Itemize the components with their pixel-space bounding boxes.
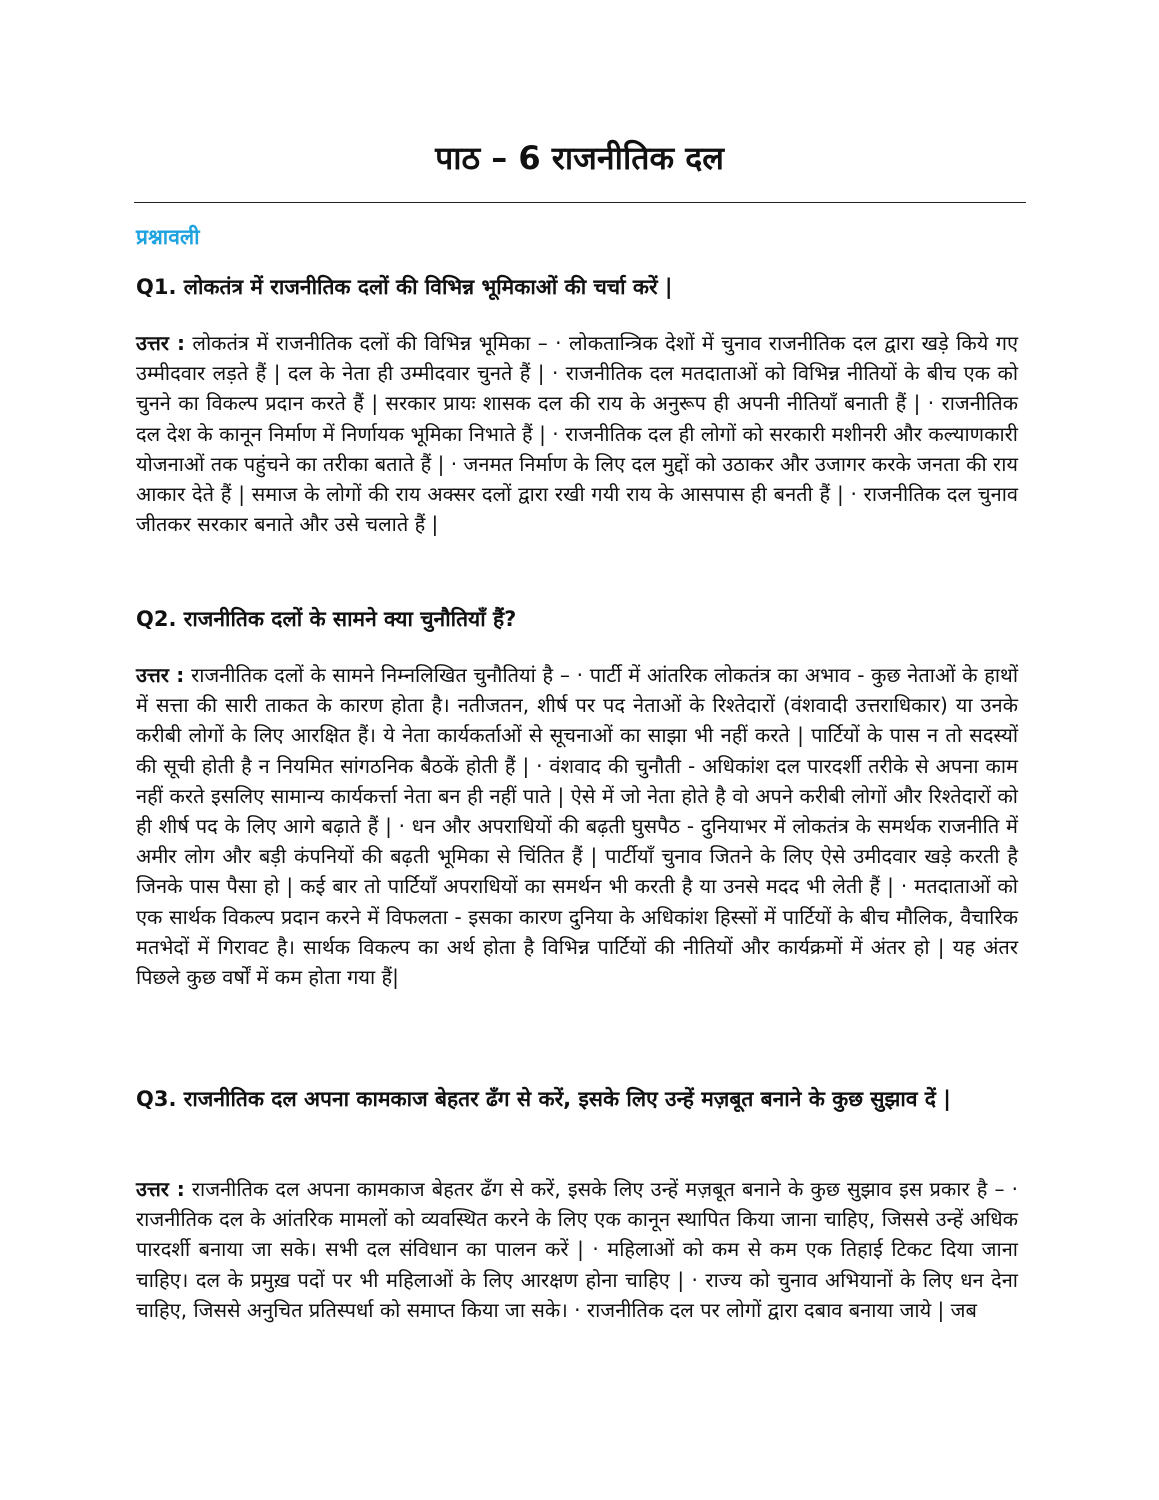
- answer-label: उत्तर :: [136, 663, 185, 687]
- answer-1: [136, 328, 1018, 539]
- answer-label: उत्तर :: [136, 1177, 185, 1201]
- title-divider: [134, 202, 1026, 203]
- question-3: Q3. राजनीतिक दल अपना कामकाज बेहतर ढँग से करें, इसके लिए उन्हें मज़बूत बनाने के कुछ सुझाव दें |: [136, 1087, 951, 1111]
- answer-2: [136, 660, 1018, 992]
- page-title: पाठ – 6 राजनीतिक दल: [435, 139, 724, 177]
- answer-label: उत्तर :: [136, 331, 185, 355]
- question-2: Q2. राजनीतिक दलों के सामने क्या चुनौतियाँ हैं?: [136, 607, 517, 631]
- answer-2-text: राजनीतिक दलों के सामने निम्नलिखित चुनौतियां है – · पार्टी में आंतरिक लोकतंत्र का अभाव - कुछ नेताओं के हाथों में सत्ता की सारी ताकत के कारण होता है। नतीजतन, शीर्ष पर पद नेताओं के रिश्तेदारों (वंशवादी उत्तराधिकार) या उनके करीबी लोगों के लिए आरक्षित हैं। ये नेता कार्यकर्ताओं से सूचनाओं का साझा भी नहीं करते | पार्टियों के पास न तो सदस्यों की सूची होती है न नियमित सांगठनिक बैठकें होती हैं | · वंशवाद की चुनौती - अधिकांश दल पारदर्शी तरीके से अपना काम नहीं करते इसलिए सामान्य कार्यकर्त्ता नेता बन ही नहीं पाते | ऐसे में जो नेता होते है वो अपने करीबी लोगों और रिश्तेदारों को ही शीर्ष पद के लिए आगे बढ़ाते हैं | · धन और अपराधियों की बढ़ती घुसपैठ - दुनियाभर में लोकतंत्र के समर्थक राजनीति में अमीर लोग और बड़ी कंपनियों की बढ़ती भूमिका से चिंतित हैं | पार्टीयाँ चुनाव जितने के लिए ऐसे उमीदवार खड़े करती है जिनके पास पैसा हो | कई बार तो पार्टियाँ अपराधियों का समर्थन भी करती है या उनसे मदद भी लेती हैं | · मतदाताओं को एक सार्थक विकल्प प्रदान करने में विफलता - इसका कारण दुनिया के अधिकांश हिस्सों में पार्टियों के बीच मौलिक, वैचारिक मतभेदों में गिरावट है। सार्थक विकल्प का अर्थ होता है विभिन्न पार्टियों की नीतियों और कार्यक्रमों में अंतर हो | यह अंतर पिछले कुछ वर्षों में कम होता गया हैं|: [136, 663, 1019, 990]
- section-heading: प्रश्नावली: [136, 225, 200, 249]
- answer-3-text: राजनीतिक दल अपना कामकाज बेहतर ढँग से करें, इसके लिए उन्हें मज़बूत बनाने के कुछ सुझाव इस प्रकार है – · राजनीतिक दल के आंतरिक मामलों को व्यवस्थित करने के लिए एक कानून स्थापित किया जाना चाहिए, जिससे उन्हें अधिक पारदर्शी बनाया जा सके। सभी दल संविधान का पालन करें | · महिलाओं को कम से कम एक तिहाई टिकट दिया जाना चाहिए। दल के प्रमुख़ पदों पर भी महिलाओं के लिए आरक्षण होना चाहिए | · राज्य को चुनाव अभियानों के लिए धन देना चाहिए, जिससे अनुचित प्रतिस्पर्धा को समाप्त किया जा सके। · राजनीतिक दल पर लोगों द्वारा दबाव बनाया जाये | जब: [136, 1177, 1019, 1322]
- question-1: Q1. लोकतंत्र में राजनीतिक दलों की विभिन्न भूमिकाओं की चर्चा करें |: [136, 275, 673, 299]
- answer-3: [136, 1174, 1018, 1325]
- answer-1-text: लोकतंत्र में राजनीतिक दलों की विभिन्न भूमिका – · लोकतान्त्रिक देशों में चुनाव राजनीतिक दल द्वारा खड़े किये गए उम्मीदवार लड़ते हैं | दल के नेता ही उम्मीदवार चुनते हैं | · राजनीतिक दल मतदाताओं को विभिन्न नीतियों के बीच एक को चुनने का विकल्प प्रदान करते हैं | सरकार प्रायः शासक दल की राय के अनुरूप ही अपनी नीतियाँ बनाती हैं | · राजनीतिक दल देश के कानून निर्माण में निर्णायक भूमिका निभाते हैं | · राजनीतिक दल ही लोगों को सरकारी मशीनरी और कल्याणकारी योजनाओं तक पहुंचने का तरीका बताते हैं | · जनमत निर्माण के लिए दल मुद्दों को उठाकर और उजागर करके जनता की राय आकार देते हैं | समाज के लोगों की राय अक्सर दलों द्वारा रखी गयी राय के आसपास ही बनती हैं | · राजनीतिक दल चुनाव जीतकर सरकार बनाते और उसे चलाते हैं |: [136, 331, 1019, 537]
